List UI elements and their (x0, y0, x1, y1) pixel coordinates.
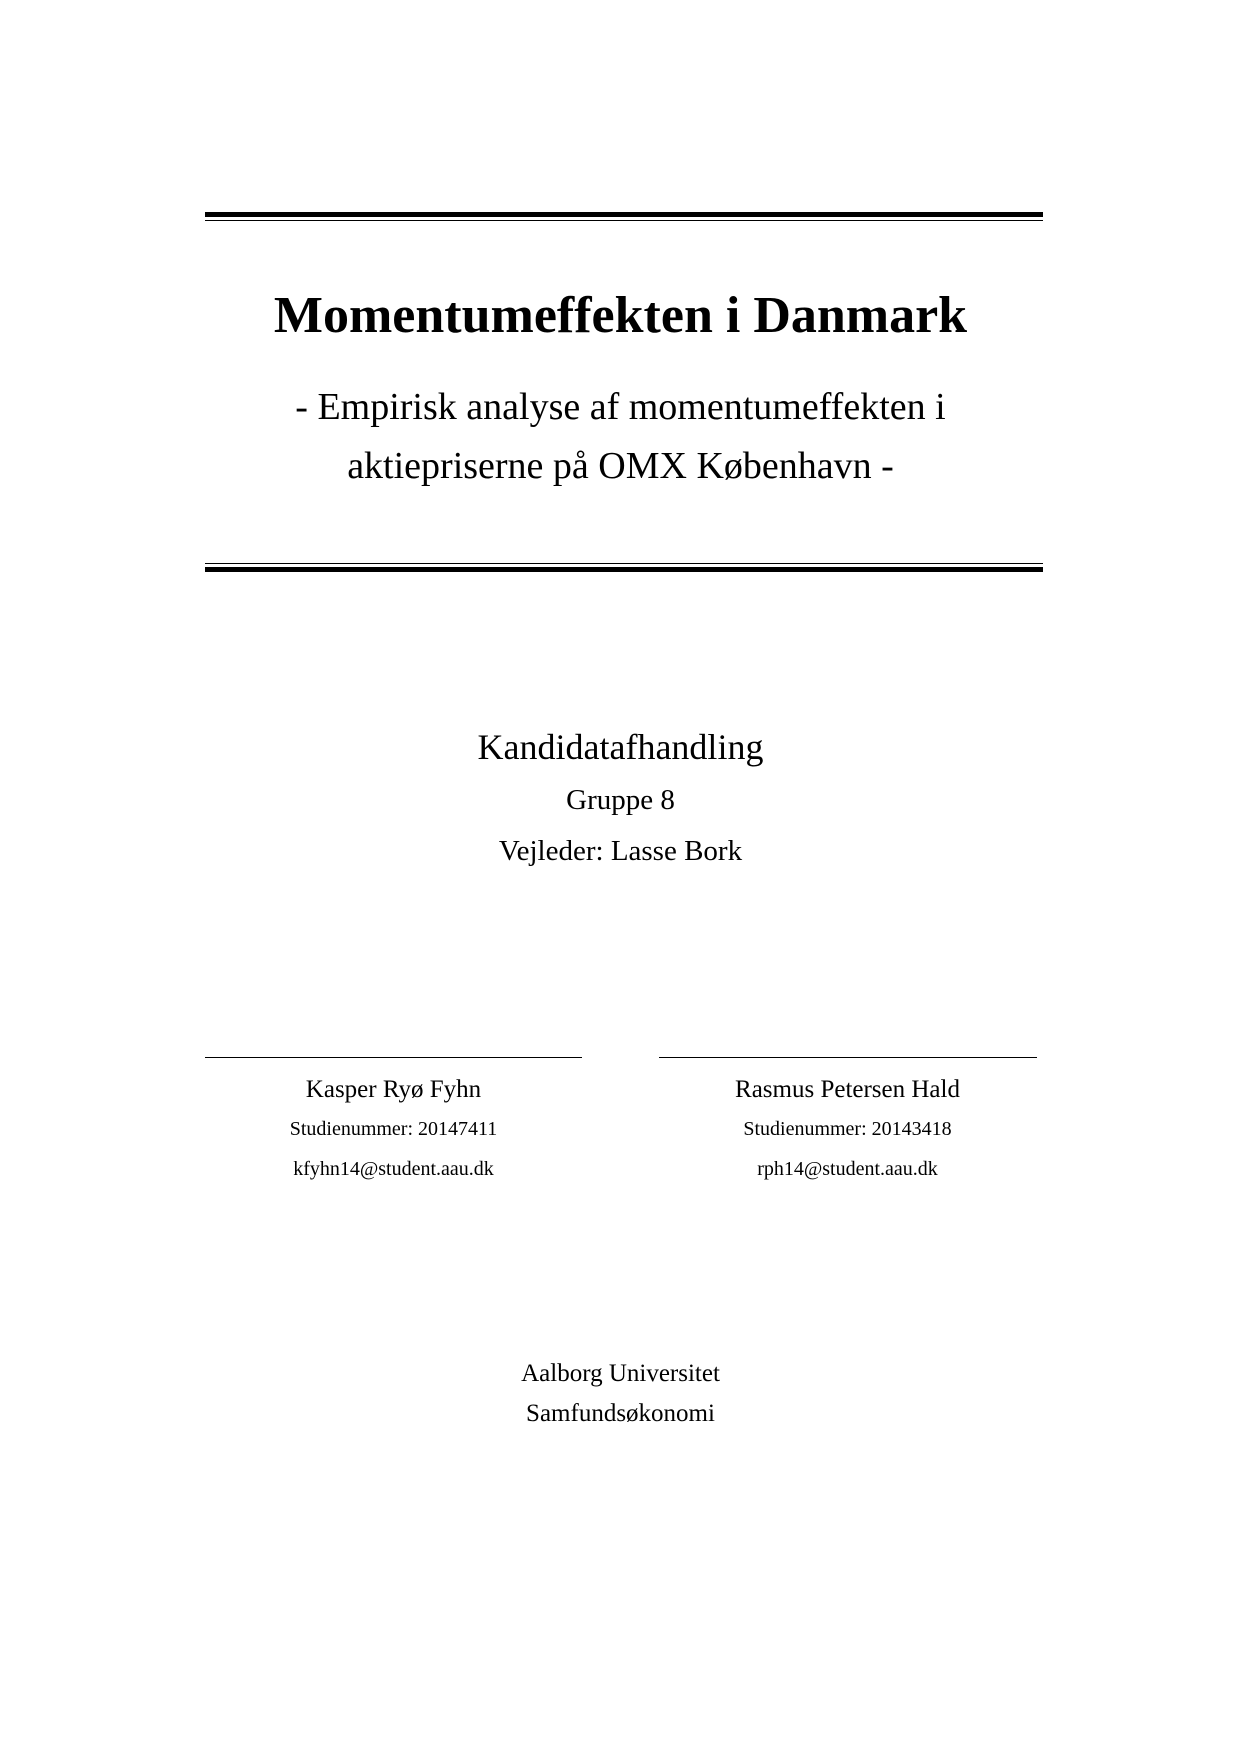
supervisor: Vejleder: Lasse Bork (498, 835, 743, 867)
signature-line-left (205, 1057, 582, 1058)
bottom-thick-rule (205, 567, 1043, 572)
author-email: rph14@student.aau.dk (757, 1158, 938, 1180)
author-email: kfyhn14@student.aau.dk (293, 1158, 494, 1180)
author-student-number: Studienummer: 20147411 (289, 1118, 498, 1140)
group: Gruppe 8 (566, 784, 675, 816)
author-student-number: Studienummer: 20143418 (743, 1118, 952, 1140)
author-name: Rasmus Petersen Hald (735, 1076, 960, 1103)
university: Aalborg Universitet (521, 1360, 720, 1387)
signature-line-right (659, 1057, 1037, 1058)
document-title: Momentumeffekten i Danmark (273, 287, 968, 344)
subtitle-line-2: aktiepriserne på OMX København - (347, 445, 894, 487)
bottom-thin-rule (205, 563, 1043, 564)
thesis-type: Kandidatafhandling (477, 727, 764, 767)
author-name: Kasper Ryø Fyhn (305, 1076, 482, 1103)
top-thin-rule (205, 220, 1043, 221)
department: Samfundsøkonomi (526, 1400, 715, 1427)
subtitle-line-1: - Empirisk analyse af momentumeffekten i (295, 386, 946, 428)
top-thick-rule (205, 212, 1043, 217)
